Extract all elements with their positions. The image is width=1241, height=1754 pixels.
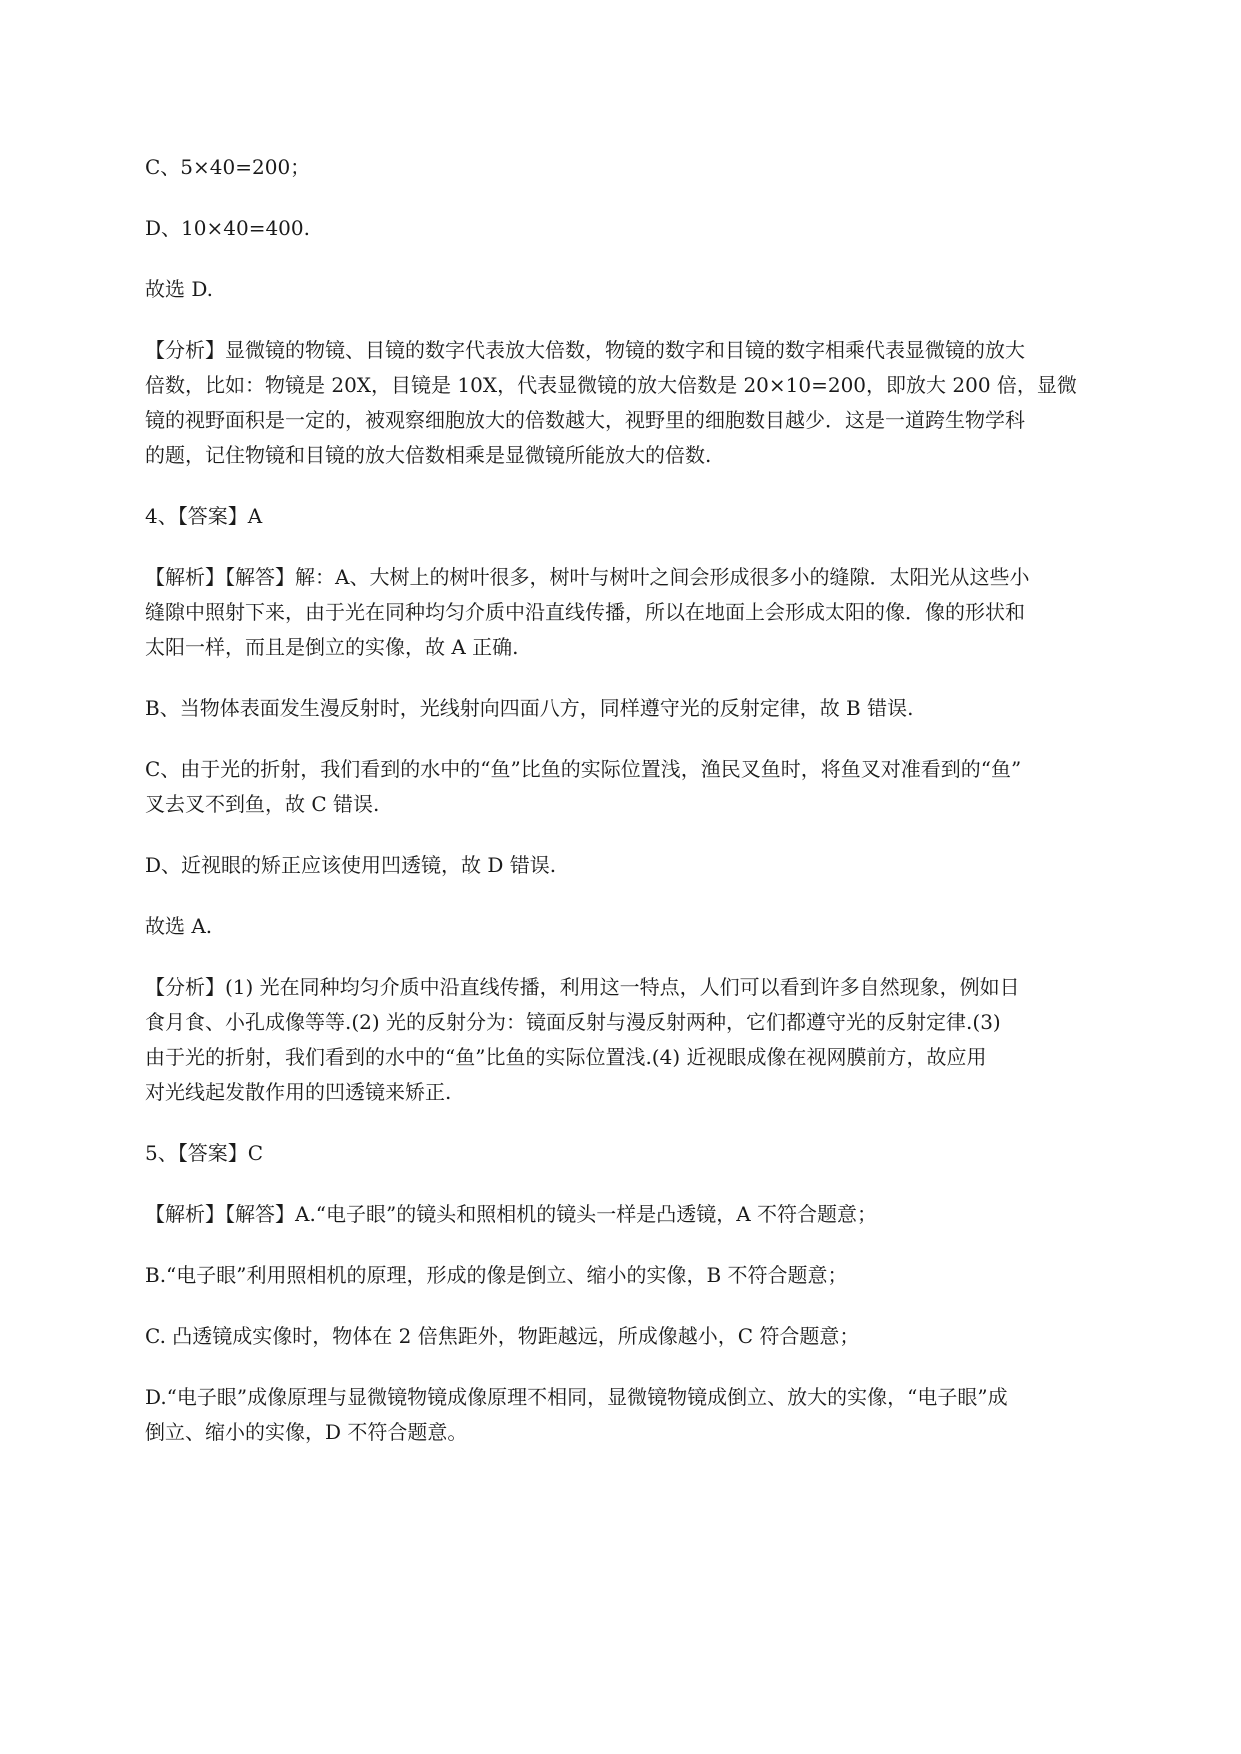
text-line: C. 凸透镜成实像时，物体在 2 倍焦距外，物距越远，所成像越小，C 符合题意； <box>145 1324 860 1348</box>
text-line: C、5×40=200； <box>145 155 311 179</box>
text-paragraph <box>145 752 1145 822</box>
text-paragraph <box>145 499 1145 534</box>
text-paragraph <box>145 1258 1145 1293</box>
text-line: C、由于光的折射，我们看到的水中的“鱼”比鱼的实际位置浅，渔民叉鱼时，将鱼叉对准看到的“鱼” <box>145 757 1022 781</box>
text-line: 5、【答案】C <box>145 1141 264 1165</box>
text-line: 食月食、小孔成像等等.(2) 光的反射分为：镜面反射与漫反射两种，它们都遵守光的反射定律.(3) <box>145 1010 1001 1034</box>
text-line: 故选 A. <box>145 914 213 938</box>
text-line: 倍数，比如：物镜是 20X，目镜是 10X，代表显微镜的放大倍数是 20×10=200，即放大 200 倍，显微 <box>145 373 1077 397</box>
text-paragraph <box>145 211 1145 246</box>
text-paragraph <box>145 560 1145 665</box>
text-line: 的题，记住物镜和目镜的放大倍数相乘是显微镜所能放大的倍数. <box>145 443 712 467</box>
text-line: 4、【答案】A <box>145 504 263 528</box>
text-line: D、10×40=400. <box>145 216 310 240</box>
text-paragraph <box>145 691 1145 726</box>
text-paragraph <box>145 909 1145 944</box>
text-paragraph <box>145 1136 1145 1171</box>
text-line: 太阳一样，而且是倒立的实像，故 A 正确. <box>145 635 519 659</box>
document-body <box>145 150 1145 1476</box>
text-line: 镜的视野面积是一定的，被观察细胞放大的倍数越大，视野里的细胞数目越少．这是一道跨生物学科 <box>145 408 1025 432</box>
text-line: 倒立、缩小的实像，D 不符合题意。 <box>145 1420 468 1444</box>
text-paragraph <box>145 970 1145 1110</box>
text-line: 【解析】【解答】A.“电子眼”的镜头和照相机的镜头一样是凸透镜，A 不符合题意； <box>145 1202 878 1226</box>
text-line: 【解析】【解答】解：A、大树上的树叶很多，树叶与树叶之间会形成很多小的缝隙．太阳光从这些小 <box>145 565 1030 589</box>
text-paragraph <box>145 1197 1145 1232</box>
text-line: 【分析】显微镜的物镜、目镜的数字代表放大倍数，物镜的数字和目镜的数字相乘代表显微镜的放大 <box>145 338 1025 362</box>
text-line: D.“电子眼”成像原理与显微镜物镜成像原理不相同，显微镜物镜成倒立、放大的实像，“电子眼”成 <box>145 1385 1008 1409</box>
text-line: 【分析】(1) 光在同种均匀介质中沿直线传播，利用这一特点，人们可以看到许多自然现象，例如日 <box>145 975 1020 999</box>
text-line: D、近视眼的矫正应该使用凹透镜，故 D 错误. <box>145 853 557 877</box>
text-line: 由于光的折射，我们看到的水中的“鱼”比鱼的实际位置浅.(4) 近视眼成像在视网膜前方，故应用 <box>145 1045 987 1069</box>
text-paragraph <box>145 150 1145 185</box>
text-line: 叉去叉不到鱼，故 C 错误. <box>145 792 380 816</box>
text-paragraph <box>145 848 1145 883</box>
text-line: 缝隙中照射下来，由于光在同种均匀介质中沿直线传播，所以在地面上会形成太阳的像．像的形状和 <box>145 600 1025 624</box>
text-paragraph <box>145 272 1145 307</box>
text-paragraph <box>145 1380 1145 1450</box>
text-line: B.“电子眼”利用照相机的原理，形成的像是倒立、缩小的实像，B 不符合题意； <box>145 1263 848 1287</box>
text-line: 对光线起发散作用的凹透镜来矫正. <box>145 1080 452 1104</box>
text-line: 故选 D. <box>145 277 214 301</box>
text-line: B、当物体表面发生漫反射时，光线射向四面八方，同样遵守光的反射定律，故 B 错误. <box>145 696 914 720</box>
text-paragraph <box>145 1319 1145 1354</box>
text-paragraph <box>145 333 1145 473</box>
